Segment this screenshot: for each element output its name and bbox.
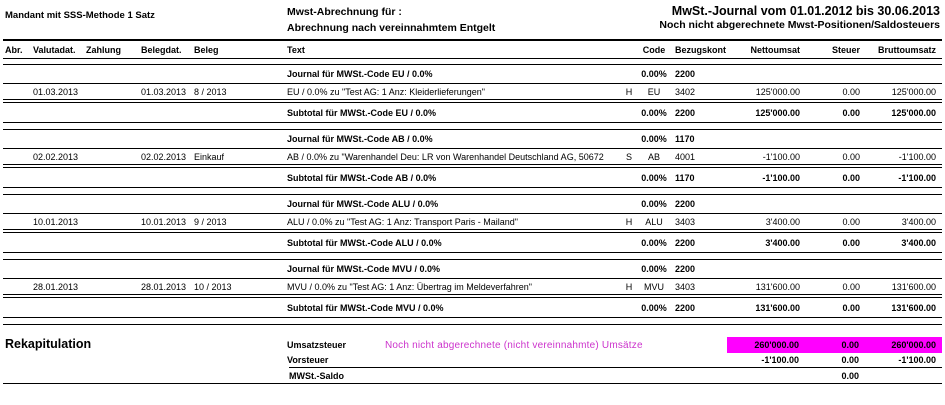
journal-header-row bbox=[3, 259, 942, 279]
cell-code: ALU bbox=[645, 216, 663, 227]
journal-sections bbox=[3, 64, 942, 318]
recap-title: Rekapitulation bbox=[5, 337, 92, 351]
journal-label: Journal für MWSt.-Code AB / 0.0% bbox=[287, 134, 433, 144]
subtotal-label: Subtotal für MWSt.-Code EU / 0.0% bbox=[287, 107, 437, 118]
journal-code: 0.00% bbox=[641, 69, 667, 79]
cell-konto: 3403 bbox=[675, 216, 696, 227]
col-beleg: Beleg bbox=[194, 44, 219, 55]
settlement-subtitle bbox=[287, 3, 621, 36]
col-bruttoumsatz: Bruttoumsatz bbox=[878, 44, 936, 55]
journal-label: Journal für MWSt.-Code MVU / 0.0% bbox=[287, 264, 441, 274]
journal-konto: 1170 bbox=[675, 134, 695, 144]
report-title: MwSt.-Journal vom 01.01.2012 bis 30.06.2013 bbox=[671, 4, 940, 18]
subtotal-row bbox=[3, 103, 942, 123]
subtotal-konto: 1170 bbox=[675, 172, 695, 183]
subtotal-steuer: 0.00 bbox=[842, 172, 860, 183]
saldo-label: MWSt.-Saldo bbox=[289, 370, 344, 381]
column-header-row bbox=[3, 41, 942, 59]
vorsteuer-brutto: -1'100.00 bbox=[898, 355, 936, 365]
subtotal-row bbox=[3, 233, 942, 253]
vorsteuer-netto: -1'100.00 bbox=[761, 355, 799, 365]
recap-note: Noch nicht abgerechnete (nicht vereinnahmte) Umsätze bbox=[385, 339, 643, 351]
col-nettoumsat: Nettoumsat bbox=[750, 44, 800, 55]
cell-brutto: 131'600.00 bbox=[891, 281, 936, 292]
cell-code: AB bbox=[647, 151, 660, 162]
subtotal-row bbox=[3, 168, 942, 188]
subtotal-steuer: 0.00 bbox=[842, 107, 860, 118]
journal-header-row bbox=[3, 129, 942, 149]
subtotal-label: Subtotal für MWSt.-Code ALU / 0.0% bbox=[287, 237, 442, 248]
col-zahlung: Zahlung bbox=[86, 44, 121, 55]
subtotal-netto: -1'100.00 bbox=[762, 172, 800, 183]
section-eu bbox=[3, 64, 942, 123]
cell-belegdat: 10.01.2013 bbox=[141, 216, 187, 227]
subtotal-konto: 2200 bbox=[675, 107, 696, 118]
journal-code: 0.00% bbox=[641, 199, 667, 209]
cell-brutto: 125'000.00 bbox=[891, 86, 936, 97]
vorsteuer-label: Vorsteuer bbox=[287, 355, 329, 365]
subtotal-code: 0.00% bbox=[641, 107, 667, 118]
col-steuer: Steuer bbox=[831, 44, 860, 55]
cell-code: MVU bbox=[644, 281, 664, 292]
journal-code: 0.00% bbox=[641, 134, 667, 144]
recap-saldo-row bbox=[289, 367, 942, 383]
journal-konto: 2200 bbox=[675, 199, 696, 209]
col-belegdat: Belegdat. bbox=[141, 44, 182, 55]
cell-beleg: Einkauf bbox=[194, 151, 225, 162]
cell-text: EU / 0.0% zu "Test AG: 1 Anz: Kleiderlieferungen" bbox=[287, 86, 485, 97]
cell-valutadat: 10.01.2013 bbox=[33, 216, 79, 227]
settlement-line2: Abrechnung nach vereinnahmtem Entgelt bbox=[287, 22, 496, 34]
journal-header-row bbox=[3, 194, 942, 214]
cell-text: AB / 0.0% zu "Warenhandel Deu: LR von Warenhandel Deutschland AG, 50672 bbox=[287, 151, 604, 162]
cell-sh: S bbox=[625, 151, 632, 162]
subtotal-code: 0.00% bbox=[641, 172, 667, 183]
subtotal-steuer: 0.00 bbox=[842, 237, 860, 248]
subtotal-brutto: 125'000.00 bbox=[891, 107, 936, 118]
report-header bbox=[3, 3, 942, 39]
cell-konto: 3403 bbox=[675, 281, 696, 292]
cell-netto: 125'000.00 bbox=[755, 86, 800, 97]
cell-sh: H bbox=[625, 216, 633, 227]
cell-code: EU bbox=[647, 86, 661, 97]
report-title-block bbox=[621, 3, 942, 32]
cell-belegdat: 01.03.2013 bbox=[141, 86, 187, 97]
subtotal-brutto: 131'600.00 bbox=[891, 302, 936, 313]
recap-vorsteuer-row bbox=[3, 353, 942, 367]
cell-brutto: 3'400.00 bbox=[901, 216, 936, 227]
cell-konto: 3402 bbox=[675, 86, 696, 97]
cell-steuer: 0.00 bbox=[842, 86, 860, 97]
cell-netto: 131'600.00 bbox=[755, 281, 800, 292]
cell-steuer: 0.00 bbox=[842, 151, 860, 162]
recap-umsatzsteuer-row bbox=[3, 337, 942, 353]
cell-text: ALU / 0.0% zu "Test AG: 1 Anz: Transport Paris - Mailand" bbox=[287, 216, 518, 227]
cell-text: MVU / 0.0% zu "Test AG: 1 Anz: Übertrag im Meldeverfahren" bbox=[287, 281, 532, 292]
col-bezugskont: Bezugskont bbox=[675, 44, 727, 55]
cell-beleg: 10 / 2013 bbox=[194, 281, 232, 292]
cell-konto: 4001 bbox=[675, 151, 696, 162]
cell-valutadat: 02.02.2013 bbox=[33, 151, 79, 162]
umsatzsteuer-label: Umsatzsteuer bbox=[287, 340, 347, 350]
cell-valutadat: 01.03.2013 bbox=[33, 86, 79, 97]
section-mvu bbox=[3, 259, 942, 318]
vorsteuer-steuer: 0.00 bbox=[841, 355, 859, 365]
umsatzsteuer-brutto: 260'000.00 bbox=[891, 340, 936, 350]
saldo-values bbox=[727, 368, 942, 383]
journal-konto: 2200 bbox=[675, 264, 696, 274]
umsatzsteuer-netto: 260'000.00 bbox=[754, 340, 799, 350]
section-alu bbox=[3, 194, 942, 253]
subtotal-steuer: 0.00 bbox=[842, 302, 860, 313]
cell-sh: H bbox=[625, 281, 633, 292]
subtotal-konto: 2200 bbox=[675, 237, 696, 248]
journal-code: 0.00% bbox=[641, 264, 667, 274]
cell-steuer: 0.00 bbox=[842, 281, 860, 292]
journal-label: Journal für MWSt.-Code ALU / 0.0% bbox=[287, 199, 439, 209]
col-valutadat: Valutadat. bbox=[33, 44, 76, 55]
umsatzsteuer-values-highlight bbox=[727, 337, 942, 353]
subtotal-netto: 3'400.00 bbox=[765, 237, 800, 248]
umsatzsteuer-steuer: 0.00 bbox=[841, 340, 859, 350]
recap-section bbox=[3, 324, 942, 384]
vorsteuer-values bbox=[727, 353, 942, 367]
report-subtitle: Noch nicht abgerechnete Mwst-Positionen/Saldosteuers bbox=[659, 19, 940, 31]
journal-header-row bbox=[3, 64, 942, 84]
journal-label: Journal für MWSt.-Code EU / 0.0% bbox=[287, 69, 433, 79]
entry-row bbox=[3, 84, 942, 99]
journal-konto: 2200 bbox=[675, 69, 696, 79]
subtotal-brutto: -1'100.00 bbox=[898, 172, 936, 183]
section-ab bbox=[3, 129, 942, 188]
cell-belegdat: 28.01.2013 bbox=[141, 281, 187, 292]
col-code: Code bbox=[642, 44, 666, 55]
subtotal-netto: 125'000.00 bbox=[755, 107, 800, 118]
cell-sh: H bbox=[625, 86, 633, 97]
cell-netto: 3'400.00 bbox=[765, 216, 800, 227]
entry-row bbox=[3, 149, 942, 164]
cell-beleg: 9 / 2013 bbox=[194, 216, 227, 227]
subtotal-code: 0.00% bbox=[641, 237, 667, 248]
entry-row bbox=[3, 279, 942, 294]
settlement-line1: Mwst-Abrechnung für : bbox=[287, 6, 402, 18]
subtotal-label: Subtotal für MWSt.-Code MVU / 0.0% bbox=[287, 302, 444, 313]
entry-row bbox=[3, 214, 942, 229]
subtotal-brutto: 3'400.00 bbox=[901, 237, 936, 248]
subtotal-netto: 131'600.00 bbox=[755, 302, 800, 313]
cell-belegdat: 02.02.2013 bbox=[141, 151, 187, 162]
cell-steuer: 0.00 bbox=[842, 216, 860, 227]
cell-brutto: -1'100.00 bbox=[898, 151, 936, 162]
subtotal-konto: 2200 bbox=[675, 302, 696, 313]
subtotal-row bbox=[3, 298, 942, 318]
client-title: Mandant mit SSS-Methode 1 Satz bbox=[5, 10, 155, 21]
bottom-rule bbox=[3, 383, 942, 384]
col-text: Text bbox=[287, 44, 305, 55]
subtotal-label: Subtotal für MWSt.-Code AB / 0.0% bbox=[287, 172, 437, 183]
saldo-steuer: 0.00 bbox=[841, 370, 859, 381]
col-abr: Abr. bbox=[5, 44, 23, 55]
cell-beleg: 8 / 2013 bbox=[194, 86, 227, 97]
cell-valutadat: 28.01.2013 bbox=[33, 281, 79, 292]
cell-netto: -1'100.00 bbox=[762, 151, 800, 162]
subtotal-code: 0.00% bbox=[641, 302, 667, 313]
